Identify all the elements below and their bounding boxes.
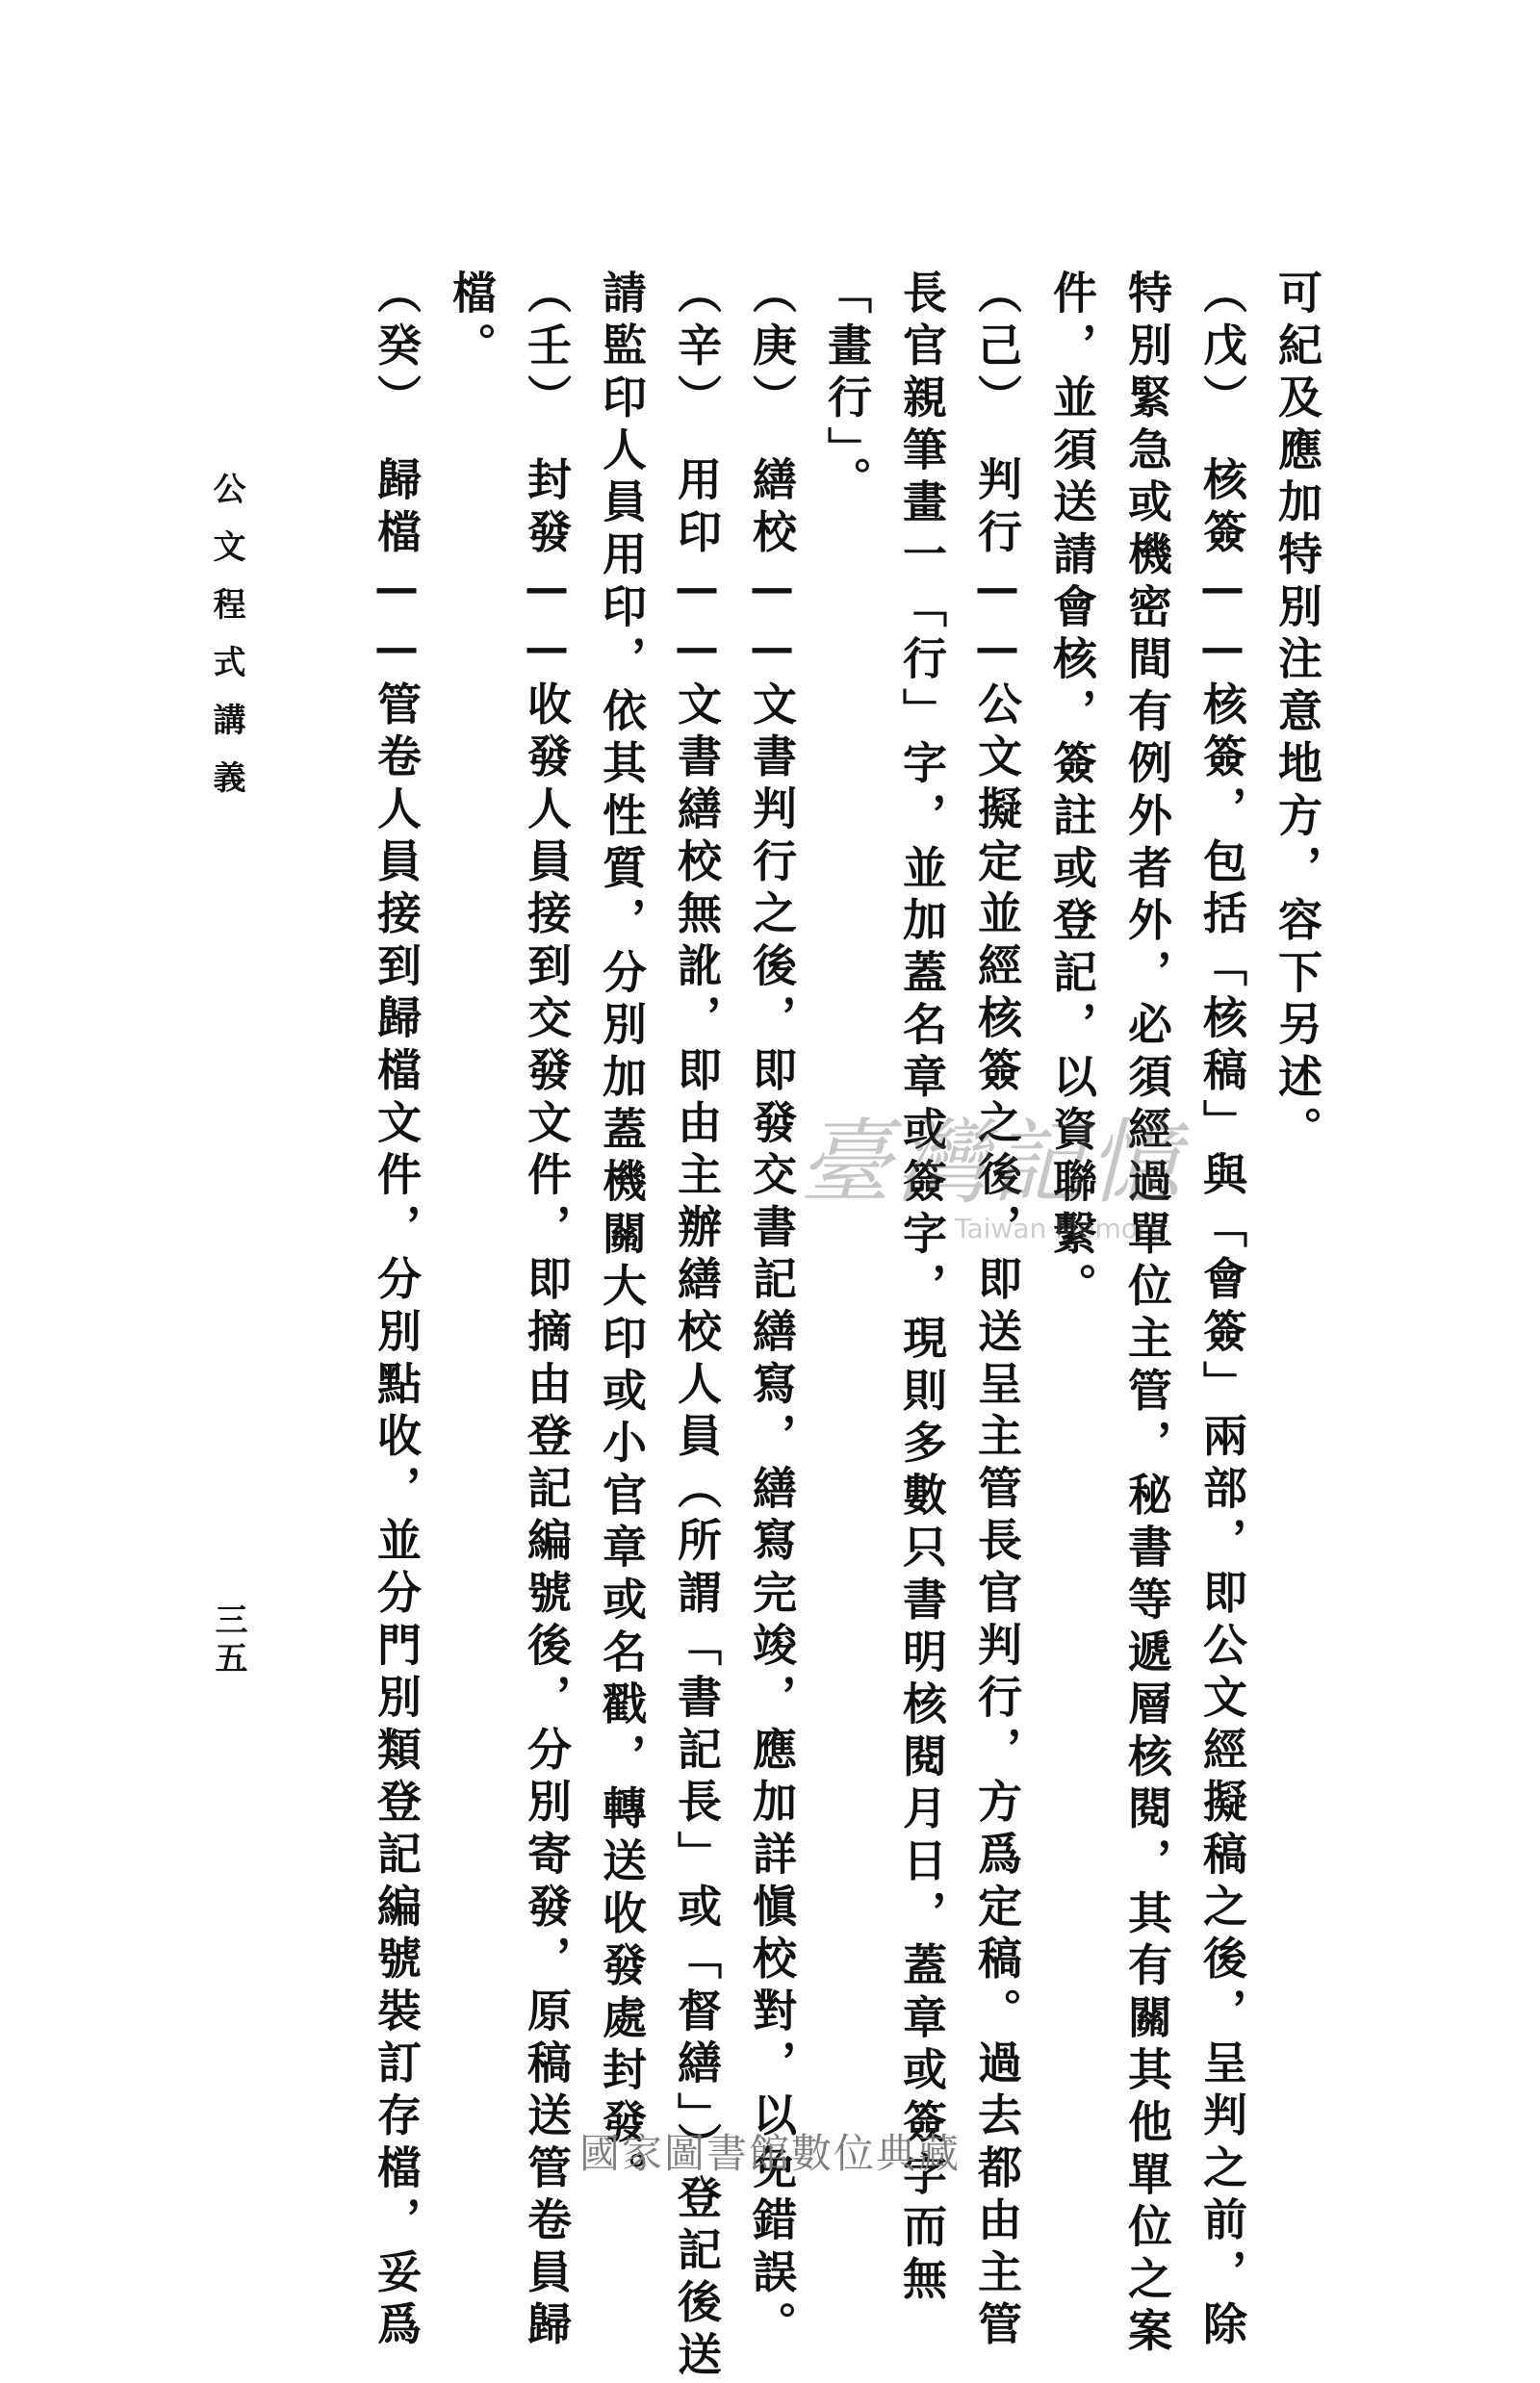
- watermark-cjk-text: 臺灣記憶: [799, 1109, 1184, 1217]
- text-column-9: （辛） 用印——文書繕校無訛，即由主辦繕校人員（所謂「書記長」或「督繕」）登記後送: [671, 269, 723, 2383]
- text-column-10: 請監印人員用印，依其性質，分別加蓋機關大印或小官章或名戳，轉送收發處封發。: [596, 269, 648, 2204]
- text-column-12: 檔。: [446, 269, 498, 374]
- text-column-8: （庚） 繕校——文書判行之後，即發交書記繕寫，繕寫完竣，應加詳愼校對，以免錯誤。: [746, 269, 798, 2353]
- page-number: 三五: [209, 1602, 247, 1679]
- text-column-1: 可紀及應加特別注意地方，容下另述。: [1271, 269, 1323, 1159]
- text-column-6: 長官親筆畫一「行」字，並加蓋名章或簽字，現則多數只書明核閱月日，蓋章或簽字而無: [896, 269, 948, 2308]
- watermark-en-text: Taiwan Memory: [955, 1213, 1165, 1244]
- text-column-11: （壬） 封發——收發人員接到交發文件，即摘由登記編號後，分別寄發，原稿送管卷員歸: [521, 269, 573, 2353]
- text-column-7: 「畫行」。: [821, 269, 873, 509]
- text-column-2: （戊） 核簽——核簽，包括「核稿」與「會簽」兩部，即公文經擬稿之後，呈判之前，除: [1196, 269, 1248, 2353]
- text-column-4: 件，並須送請會核，簽註或登記，以資聯繫。: [1046, 269, 1098, 1315]
- text-column-13: （癸） 歸檔——管卷人員接到歸檔文件，分別點收，並分門別類登記編號裝訂存檔，妥爲: [371, 269, 423, 2353]
- text-column-5: （己） 判行——公文擬定並經核簽之後，即送呈主管長官判行，方爲定稿。過去都由主管: [971, 269, 1023, 2353]
- running-title: 公文程式講義: [207, 472, 245, 818]
- text-column-3: 特別緊急或機密間有例外者外，必須經過單位主管，秘書等遞層核閱，其有關其他單位之案: [1121, 269, 1173, 2360]
- footer-credit: 國家圖書館數位典藏: [578, 2130, 961, 2177]
